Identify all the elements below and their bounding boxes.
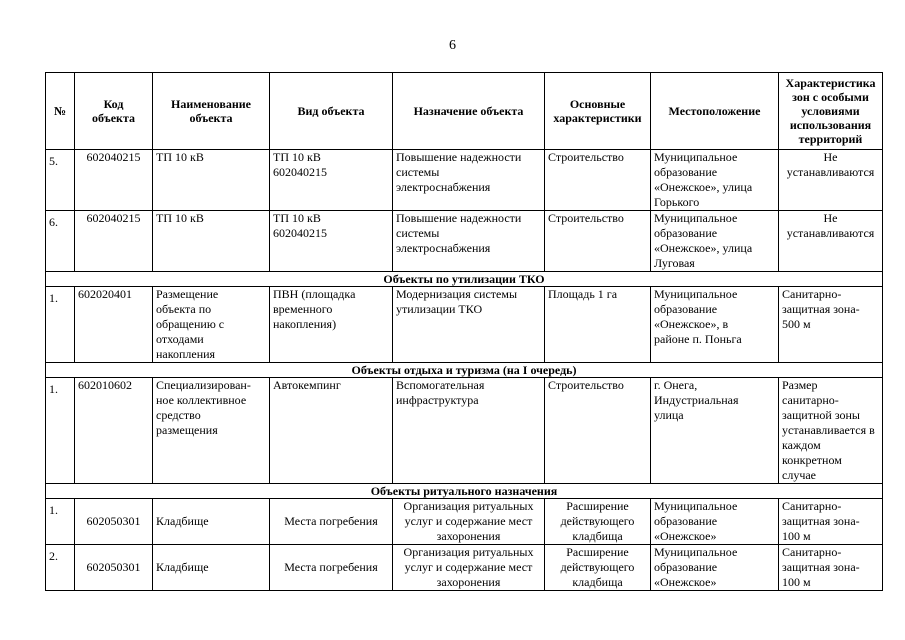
row-code: 602020401 xyxy=(75,287,153,363)
row-zones: Санитарно- защитная зона- 100 м xyxy=(779,545,883,591)
row-code: 602050301 xyxy=(75,499,153,545)
row-code: 602010602 xyxy=(75,378,153,484)
table-row xyxy=(46,211,883,272)
table-row xyxy=(46,150,883,211)
section-header xyxy=(46,272,883,287)
row-type: ПВН (площадка временного накопления) xyxy=(270,287,393,363)
header-zones: Характеристика зон с особыми условиями использования территорий xyxy=(779,73,883,150)
row-name: Размещение объекта по обращению с отходами накопления xyxy=(153,287,270,363)
row-type: Автокемпинг xyxy=(270,378,393,484)
row-location: Муниципальное образование «Онежское» xyxy=(651,545,779,591)
row-zones: Не устанавливаются xyxy=(779,150,883,211)
section-header xyxy=(46,484,883,499)
row-main-chars: Строительство xyxy=(545,211,651,272)
row-name: Кладбище xyxy=(153,545,270,591)
row-type: ТП 10 кВ 602040215 xyxy=(270,211,393,272)
row-code: 602040215 xyxy=(75,211,153,272)
row-main-chars: Строительство xyxy=(545,378,651,484)
row-main-chars: Строительство xyxy=(545,150,651,211)
row-code: 602040215 xyxy=(75,150,153,211)
row-code: 602050301 xyxy=(75,545,153,591)
section-ritual-title: Объекты ритуального назначения xyxy=(46,484,883,499)
table-row xyxy=(46,545,883,591)
row-type: ТП 10 кВ 602040215 xyxy=(270,150,393,211)
header-purpose: Назначение объекта xyxy=(393,73,545,150)
row-zones: Не устанавливаются xyxy=(779,211,883,272)
table-row xyxy=(46,499,883,545)
row-purpose: Повышение надежности системы электроснабжения xyxy=(393,211,545,272)
row-location: Муниципальное образование «Онежское», улица Горького xyxy=(651,150,779,211)
row-purpose: Модернизация системы утилизации ТКО xyxy=(393,287,545,363)
header-row xyxy=(46,73,883,150)
header-location: Местоположение xyxy=(651,73,779,150)
header-main-chars: Основные характеристики xyxy=(545,73,651,150)
section-header xyxy=(46,363,883,378)
row-purpose: Повышение надежности системы электроснабжения xyxy=(393,150,545,211)
table-row xyxy=(46,287,883,363)
row-name: ТП 10 кВ xyxy=(153,150,270,211)
row-location: Муниципальное образование «Онежское», в районе п. Поньга xyxy=(651,287,779,363)
row-num: 1. xyxy=(46,378,75,484)
row-num: 5. xyxy=(46,150,75,211)
row-zones: Санитарно- защитная зона- 500 м xyxy=(779,287,883,363)
page-number: 6 xyxy=(449,38,456,53)
row-name: ТП 10 кВ xyxy=(153,211,270,272)
row-type: Места погребения xyxy=(270,545,393,591)
row-main-chars: Площадь 1 га xyxy=(545,287,651,363)
header-num: № xyxy=(46,73,75,150)
section-tourism-title: Объекты отдыха и туризма (на I очередь) xyxy=(46,363,883,378)
row-purpose: Организация ритуальных услуг и содержание мест захоронения xyxy=(393,499,545,545)
header-code: Код объекта xyxy=(75,73,153,150)
row-num: 6. xyxy=(46,211,75,272)
row-type: Места погребения xyxy=(270,499,393,545)
row-location: Муниципальное образование «Онежское», улица Луговая xyxy=(651,211,779,272)
row-num: 1. xyxy=(46,287,75,363)
table-row xyxy=(46,378,883,484)
row-purpose: Вспомогательная инфраструктура xyxy=(393,378,545,484)
row-num: 2. xyxy=(46,545,75,591)
row-num: 1. xyxy=(46,499,75,545)
row-main-chars: Расширение действующего кладбища xyxy=(545,499,651,545)
objects-table xyxy=(45,72,883,591)
row-name: Специализирован- ное коллективное средство размещения xyxy=(153,378,270,484)
row-main-chars: Расширение действующего кладбища xyxy=(545,545,651,591)
row-zones: Размер санитарно- защитной зоны устанавливается в каждом конкретном случае xyxy=(779,378,883,484)
section-tko-title: Объекты по утилизации ТКО xyxy=(46,272,883,287)
row-purpose: Организация ритуальных услуг и содержание мест захоронения xyxy=(393,545,545,591)
header-name: Наименование объекта xyxy=(153,73,270,150)
row-zones: Санитарно- защитная зона- 100 м xyxy=(779,499,883,545)
row-location: Муниципальное образование «Онежское» xyxy=(651,499,779,545)
row-location: г. Онега, Индустриальная улица xyxy=(651,378,779,484)
header-type: Вид объекта xyxy=(270,73,393,150)
row-name: Кладбище xyxy=(153,499,270,545)
